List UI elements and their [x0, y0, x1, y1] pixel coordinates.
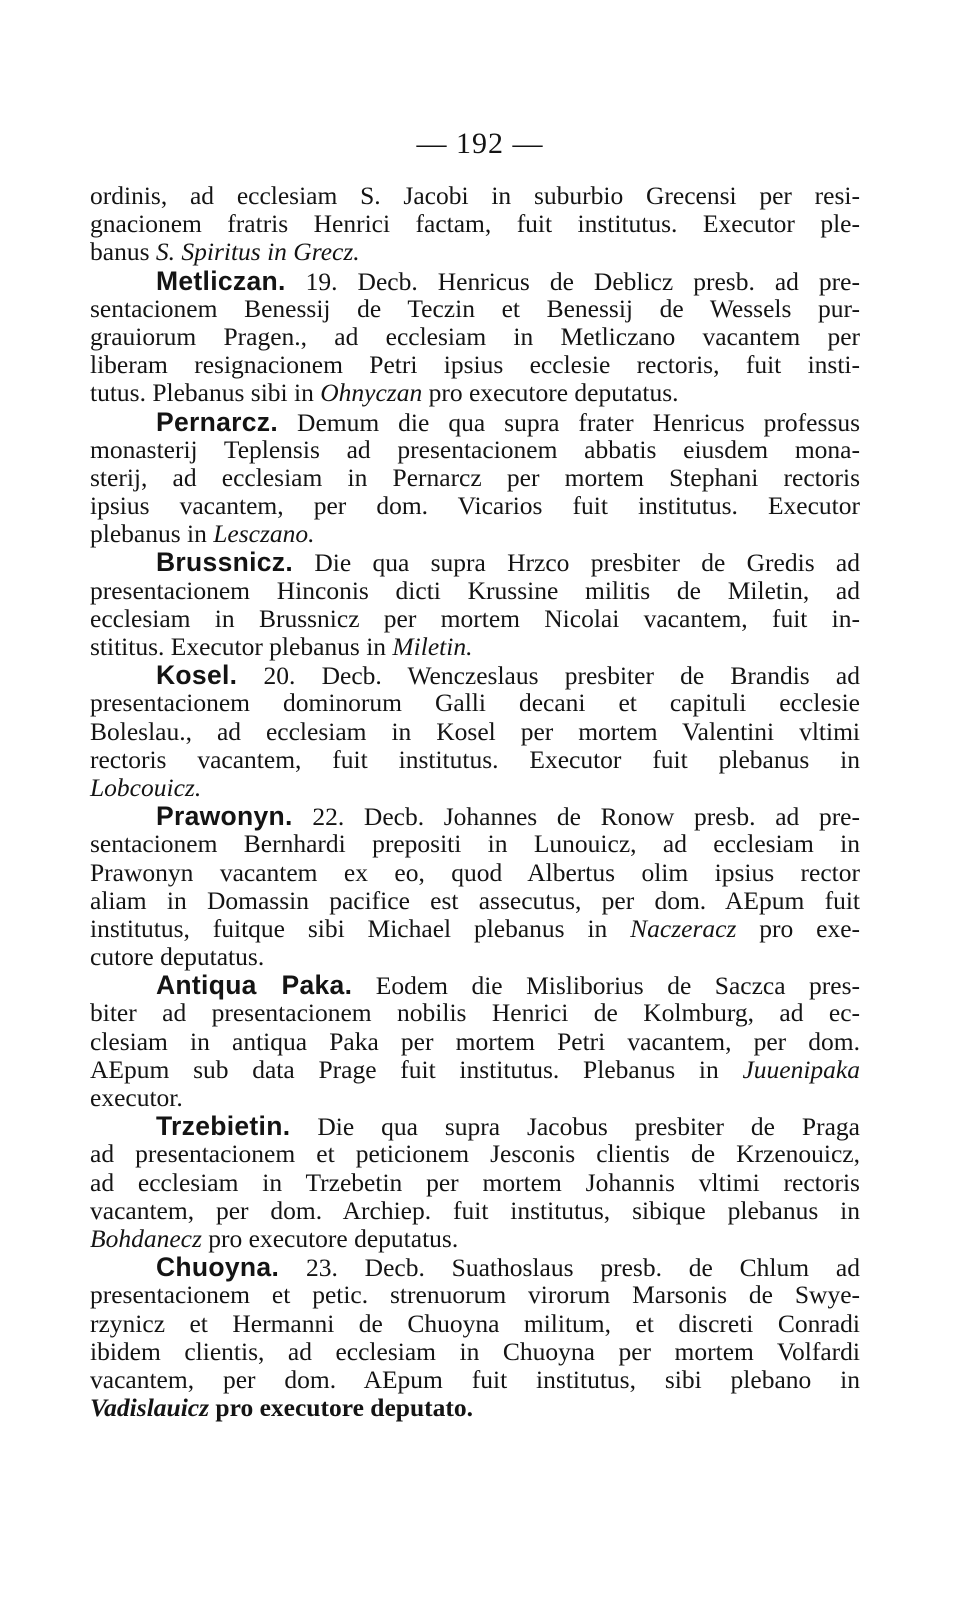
text-line — [90, 718, 860, 746]
italic-text: Juuenipaka — [742, 1054, 860, 1084]
text-run: banus — [90, 237, 156, 267]
text-run: pro executore deputatus. — [201, 1223, 459, 1253]
text-line — [90, 689, 860, 717]
text-line — [90, 492, 860, 520]
text-line — [90, 746, 860, 774]
text-line — [90, 971, 860, 999]
text-run: presentacionem dominorum Galli decani et capituli ecclesie — [90, 688, 860, 718]
text-line — [90, 577, 860, 605]
text-line — [90, 210, 860, 238]
text-run: 22. Decb. Johannes de Ronow presb. ad pre- — [292, 802, 860, 832]
text-run: ibidem clientis, ad ecclesiam in Chuoyna per mortem Volfardi — [90, 1336, 860, 1366]
text-run: 23. Decb. Suathoslaus presb. de Chlum ad — [279, 1253, 860, 1283]
text-run: institutus, fuitque sibi Michael plebanus in — [90, 913, 631, 943]
text-line — [90, 1225, 860, 1253]
text-run: sentacionem Bernhardi prepositi in Lunouicz, ad ecclesiam in — [90, 829, 860, 859]
text-run: ipsius vacantem, per dom. Vicarios fuit institutus. Executor — [90, 491, 860, 521]
text-run: sterij, ad ecclesiam in Pernarcz per mortem Stephani rectoris — [90, 462, 860, 492]
text-line — [90, 408, 860, 436]
text-line — [90, 633, 860, 661]
text-line — [90, 238, 860, 266]
text-line — [90, 1394, 860, 1422]
text-run: Eodem die Misliborius de Saczca pres- — [352, 971, 860, 1001]
text-line — [90, 661, 860, 689]
text-line — [90, 605, 860, 633]
text-line — [90, 1056, 860, 1084]
text-run: AEpum sub data Prage fuit institutus. Plebanus in — [90, 1054, 743, 1084]
text-run: presentacionem Hinconis dicti Krussine militis de Miletin, ad — [90, 575, 860, 605]
text-line — [90, 999, 860, 1027]
text-line — [90, 379, 860, 407]
text-run: Prawonyn vacantem ex eo, quod Albertus olim ipsius rector — [90, 857, 860, 887]
italic-text: S. Spiritus in Grecz. — [155, 237, 360, 267]
text-line — [90, 1253, 860, 1281]
text-run: monasterij Teplensis ad presentacionem abbatis eiusdem mona- — [90, 434, 860, 464]
text-line — [90, 1338, 860, 1366]
text-line — [90, 830, 860, 858]
text-run: tutus. Plebanus sibi in — [90, 378, 321, 408]
body-text — [90, 182, 860, 1422]
text-line — [90, 859, 860, 887]
text-run: gnacionem fratris Henrici factam, fuit institutus. Executor ple- — [90, 209, 860, 239]
text-line — [90, 351, 860, 379]
text-run: ecclesiam in Brussnicz per mortem Nicolai vacantem, fuit in- — [90, 603, 860, 633]
text-line — [90, 774, 860, 802]
italic-text: Lesczano. — [213, 519, 315, 549]
text-line — [90, 943, 860, 971]
text-run: presentacionem et petic. strenuorum virorum Marsonis de Swye- — [90, 1280, 860, 1310]
text-run: grauiorum Pragen., ad ecclesiam in Metliczano vacantem per — [90, 321, 860, 351]
text-line — [90, 1366, 860, 1394]
text-run: rzynicz et Hermanni de Chuoyna militum, et discreti Conradi — [90, 1308, 860, 1338]
text-run: vacantem, per dom. Archiep. fuit institutus, sibique plebanus in — [90, 1195, 860, 1225]
place-name-heading: Kosel. — [156, 660, 238, 691]
text-line — [90, 1310, 860, 1338]
text-line — [90, 1197, 860, 1225]
text-line — [90, 520, 860, 548]
italic-text: Lobcouicz. — [90, 772, 202, 802]
place-name-heading: Chuoyna. — [156, 1252, 280, 1283]
text-run: pro executore deputato. — [209, 1393, 473, 1423]
text-line — [90, 1112, 860, 1140]
text-line — [90, 887, 860, 915]
text-line — [90, 915, 860, 943]
text-run: clesiam in antiqua Paka per mortem Petri vacantem, per dom. — [90, 1026, 860, 1056]
text-run: vacantem, per dom. AEpum fuit institutus, sibi plebano in — [90, 1364, 860, 1394]
text-line — [90, 182, 860, 210]
text-run: 19. Decb. Henricus de Deblicz presb. ad pre- — [285, 266, 860, 296]
place-name-heading: Metliczan. — [156, 265, 286, 296]
text-line — [90, 295, 860, 323]
text-run: Die qua supra Jacobus presbiter de Praga — [290, 1112, 860, 1142]
place-name-heading: Brussnicz. — [156, 547, 294, 578]
text-run: 20. Decb. Wenczeslaus presbiter de Brandis ad — [237, 661, 860, 691]
place-name-heading: Antiqua Paka. — [156, 970, 353, 1001]
text-run: Demum die qua supra frater Henricus professus — [278, 407, 860, 437]
text-line — [90, 802, 860, 830]
text-line — [90, 323, 860, 351]
text-run: liberam resignacionem Petri ipsius ecclesie rectoris, fuit insti- — [90, 350, 860, 380]
text-run: plebanus in — [90, 519, 214, 549]
text-run: cutore deputatus. — [90, 942, 265, 972]
place-name-heading: Trzebietin. — [156, 1111, 291, 1142]
text-run: pro exe- — [736, 913, 860, 943]
text-line — [90, 267, 860, 295]
text-run: rectoris vacantem, fuit institutus. Executor fuit plebanus in — [90, 744, 860, 774]
text-run: sentacionem Benessij de Teczin et Benessij de Wessels pur- — [90, 293, 860, 323]
italic-text: Miletin. — [392, 632, 473, 661]
text-line — [90, 464, 860, 492]
place-name-heading: Pernarcz. — [156, 406, 279, 437]
page-number: — 192 — — [416, 127, 544, 160]
text-line — [90, 1140, 860, 1168]
place-name-heading: Prawonyn. — [156, 801, 293, 832]
text-run: stititus. Executor plebanus in — [90, 632, 393, 661]
italic-text: Ohnyczan — [320, 378, 423, 408]
text-line — [90, 548, 860, 576]
text-line — [90, 1028, 860, 1056]
text-run: ordinis, ad ecclesiam S. Jacobi in suburbio Grecensi per resi- — [90, 181, 860, 210]
text-run: executor. — [90, 1083, 183, 1112]
text-run: pro executore deputatus. — [422, 378, 679, 408]
text-run: Die qua supra Hrzco presbiter de Gredis ad — [293, 548, 860, 578]
italic-text: Bohdanecz — [90, 1223, 202, 1253]
text-run: biter ad presentacionem nobilis Henrici de Kolmburg, ad ec- — [90, 998, 860, 1028]
italic-text: Vadislauicz — [90, 1393, 210, 1423]
text-run: Boleslau., ad ecclesiam in Kosel per mortem Valentini vltimi — [90, 716, 860, 746]
text-run: ad ecclesiam in Trzebetin per mortem Johannis vltimi rectoris — [90, 1167, 860, 1197]
text-line — [90, 1169, 860, 1197]
text-run: aliam in Domassin pacifice est assecutus, per dom. AEpum fuit — [90, 885, 860, 915]
text-line — [90, 1281, 860, 1309]
text-run: ad presentacionem et peticionem Jesconis clientis de Krzenouicz, — [90, 1139, 860, 1169]
text-line — [90, 436, 860, 464]
text-line — [90, 1084, 860, 1112]
italic-text: Naczeracz — [630, 913, 737, 943]
